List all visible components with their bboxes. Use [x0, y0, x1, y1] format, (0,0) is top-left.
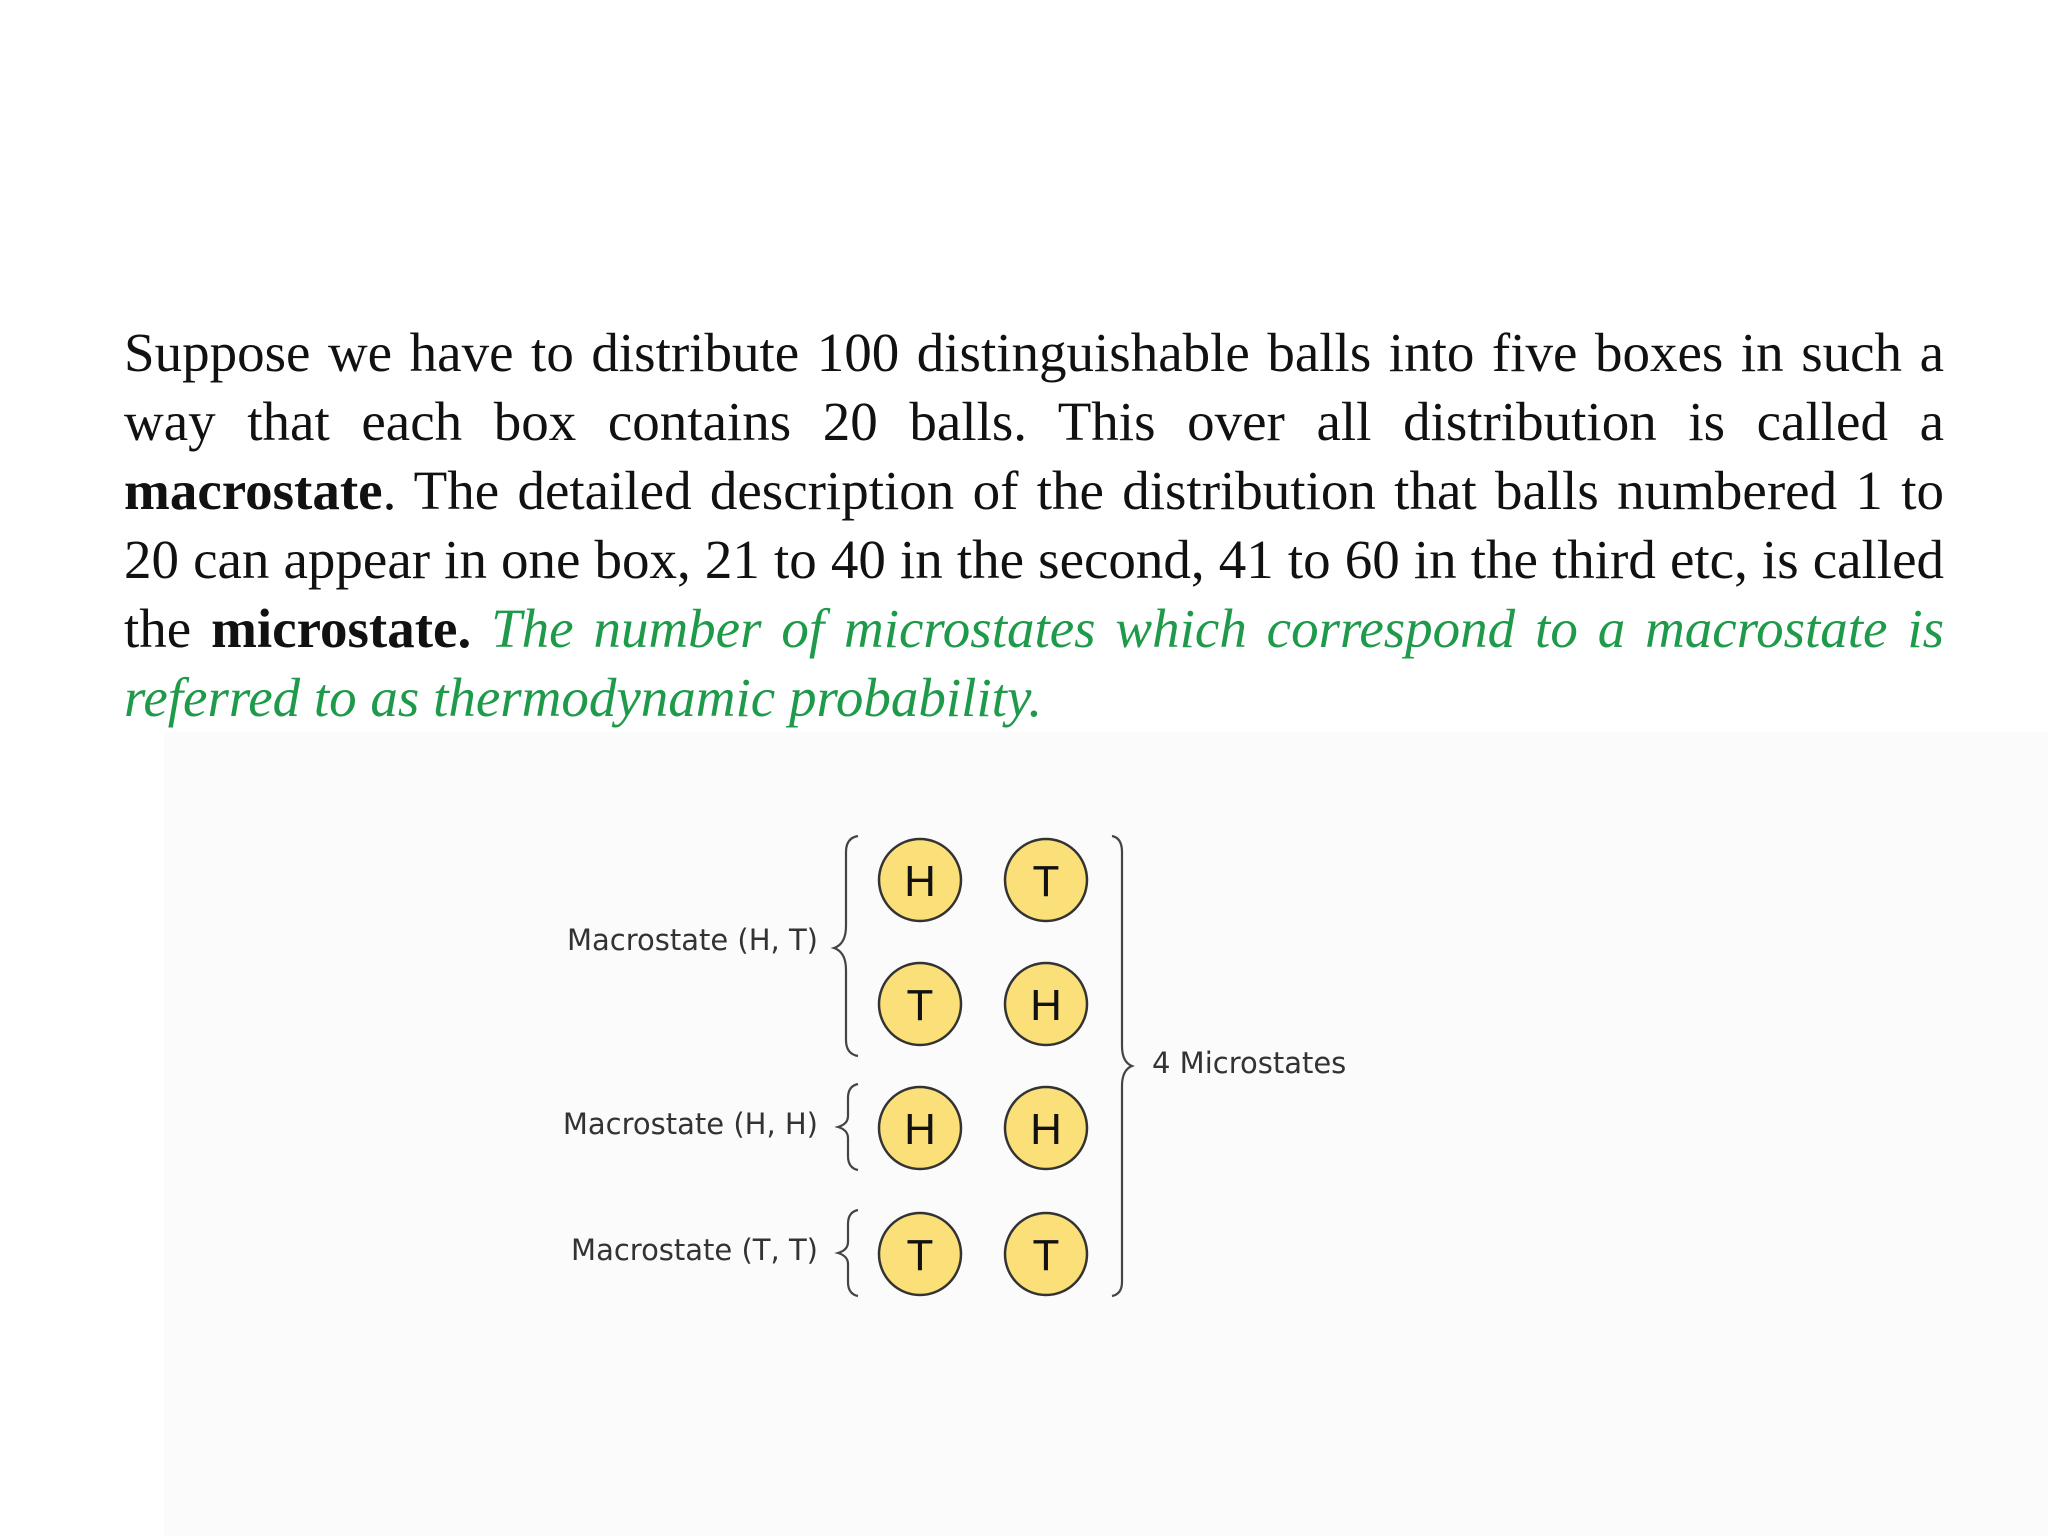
macrostate-tt-label: Macrostate (T, T): [571, 1233, 818, 1267]
coin: [1005, 1213, 1087, 1295]
coin: [879, 963, 961, 1045]
coin: [879, 1213, 961, 1295]
coin-label: H: [904, 857, 936, 906]
coin-label: H: [904, 1105, 936, 1154]
coin: [1005, 963, 1087, 1045]
text-part-1: Suppose we have to distribute 100 distinguishable balls into five boxes in such a way that each box contains 20 balls. This over all distribution is called a: [124, 322, 1944, 452]
term-macrostate: macrostate: [124, 460, 383, 521]
total-microstates-label: 4 Microstates: [1152, 1046, 1347, 1080]
coin: [1005, 839, 1087, 921]
definition-thermodynamic-probability: The number of microstates which correspond to a macrostate is referred to as thermodynamic probability.: [124, 598, 1945, 728]
macrostate-tt-brace: [838, 1210, 858, 1296]
coin: [879, 839, 961, 921]
macrostate-hh-label: Macrostate (H, H): [562, 1107, 818, 1141]
coin-label: T: [906, 981, 934, 1030]
macrostate-hh-brace: [838, 1084, 858, 1170]
macrostate-ht-label: Macrostate (H, T): [566, 923, 818, 957]
total-microstates-brace: [1112, 836, 1132, 1296]
coin: [1005, 1087, 1087, 1169]
coin-label: T: [1032, 857, 1060, 906]
coin: [879, 1087, 961, 1169]
coin-label: H: [1030, 1105, 1062, 1154]
macrostate-ht-brace: [834, 836, 858, 1056]
coin-label: H: [1030, 981, 1062, 1030]
coin-label: T: [1032, 1231, 1060, 1280]
term-microstate: microstate.: [211, 598, 472, 659]
coin-label: T: [906, 1231, 934, 1280]
text-part-2: . The detailed description of the distribution that balls numbered 1 to 20 can appear in one box, 21 to 40 in the second, 41 to 60 in the third etc, is called the: [124, 460, 1944, 659]
